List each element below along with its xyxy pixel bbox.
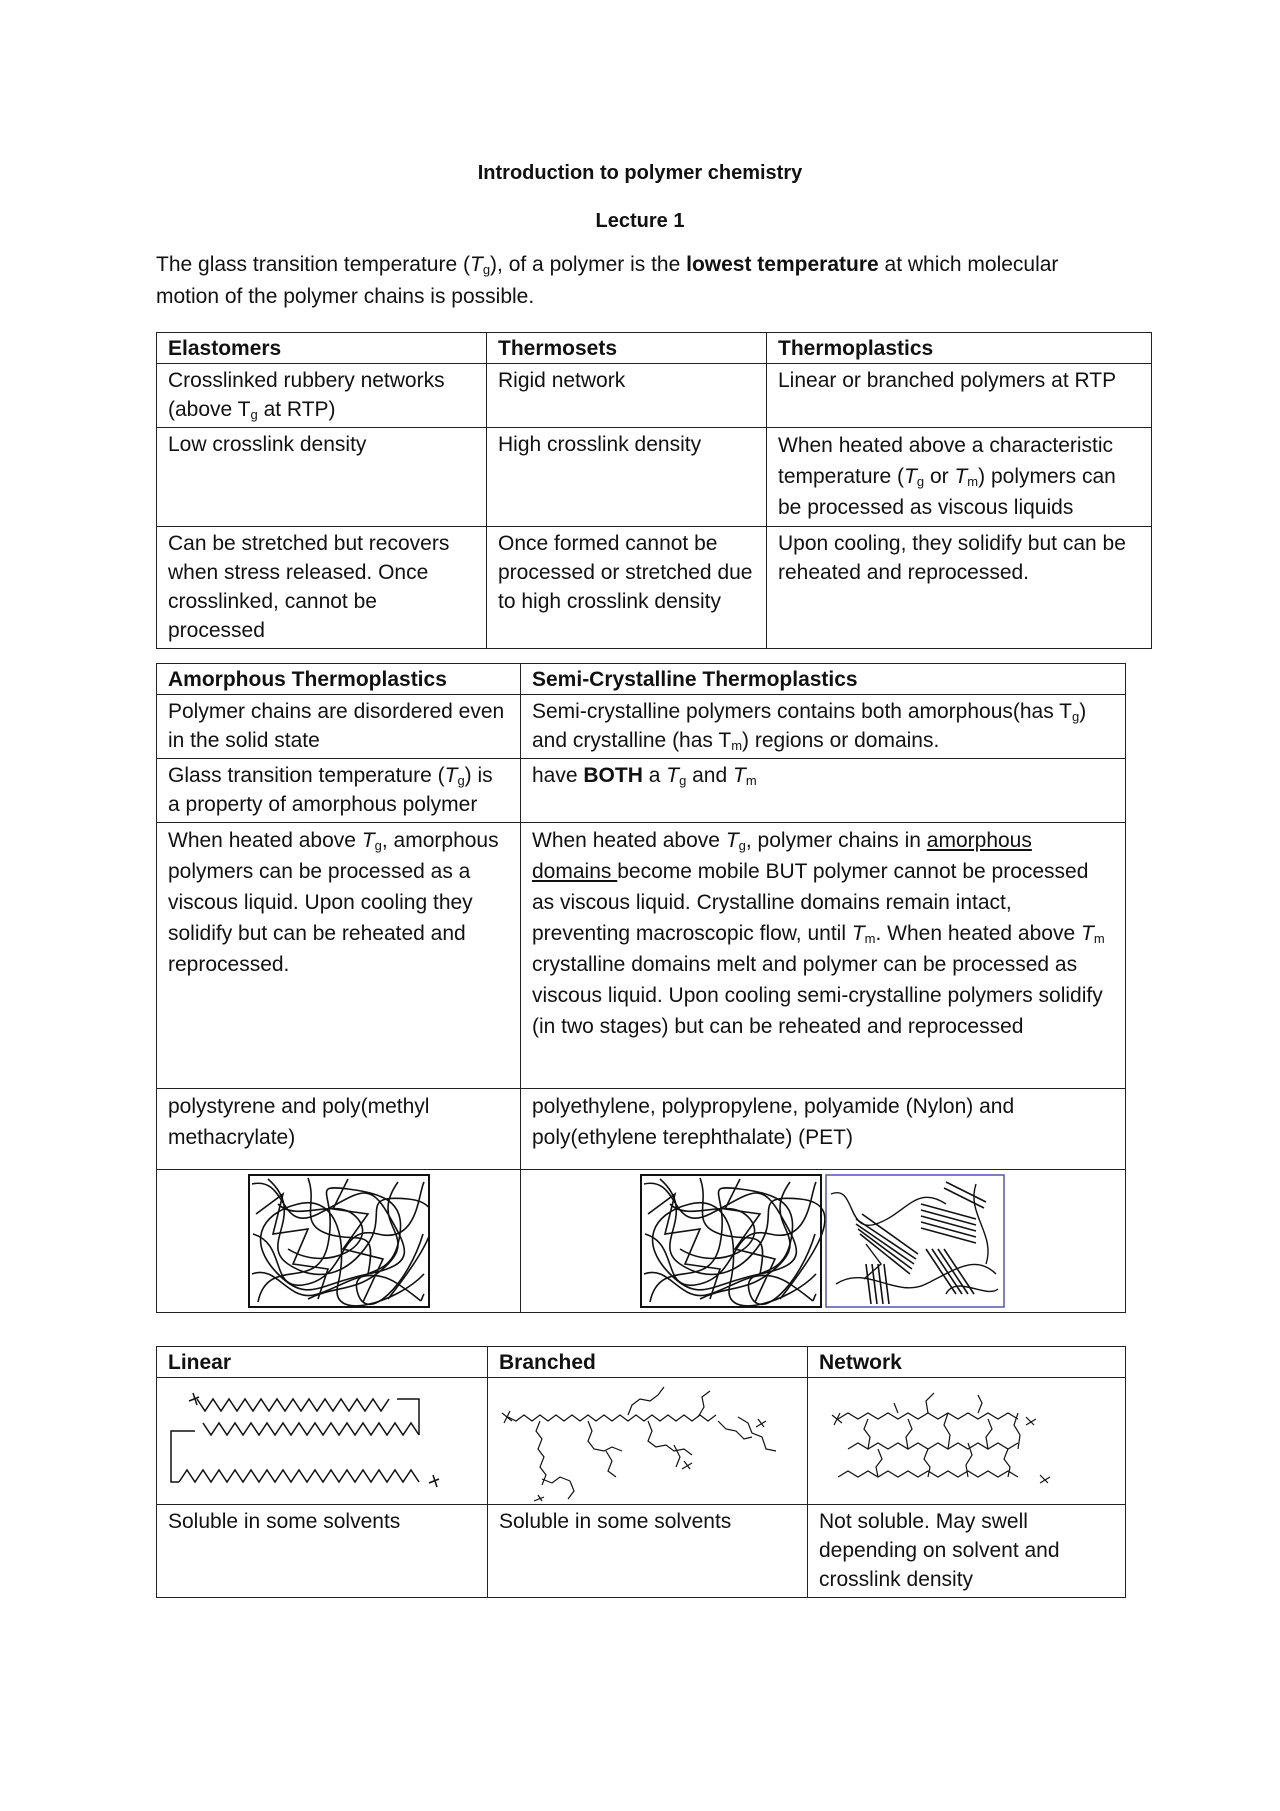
header-branched: Branched — [488, 1347, 808, 1378]
table-cell: Soluble in some solvents — [157, 1505, 488, 1598]
polymer-class-table — [156, 332, 1152, 649]
table-row — [157, 1347, 1126, 1378]
table-cell: polystyrene and poly(methyl methacrylate) — [157, 1089, 521, 1170]
table-cell: When heated above $T_g$, polymer chains in amorphous domains become mobile BUT polymer cannot be processed as viscous liquid. Crystalline domains remain intact, preventing macroscopic flow, until $T_m$. When heated above $T_m$ crystalline domains melt and polymer can be processed as viscous liquid. Upon cooling semi-crystalline polymers solidify (in two stages) but can be reheated and reprocessed — [521, 823, 1126, 1089]
table-row — [157, 1089, 1126, 1170]
header-thermosets: Thermosets — [487, 333, 767, 364]
lecture-label: Lecture 1 — [595, 210, 685, 232]
header-thermoplastics: Thermoplastics — [767, 333, 1152, 364]
table-cell — [488, 1378, 808, 1505]
network-polymer-illustration — [808, 1379, 1126, 1503]
table-cell: High crosslink density — [487, 428, 767, 527]
table-row — [157, 1378, 1126, 1505]
table-cell: Can be stretched but recovers when stress released. Once crosslinked, cannot be processed — [157, 527, 487, 649]
table-cell: When heated above $T_g$, amorphous polymers can be processed as a viscous liquid. Upon cooling they solidify but can be reheated and reprocessed. — [157, 823, 521, 1089]
table-cell: Soluble in some solvents — [488, 1505, 808, 1598]
branched-polymer-illustration — [488, 1379, 806, 1503]
table-cell: Upon cooling, they solidify but can be reheated and reprocessed. — [767, 527, 1152, 649]
semicrystalline-chains-illustration — [640, 1174, 1006, 1308]
table-row — [157, 527, 1152, 649]
table-cell: Rigid network — [487, 364, 767, 428]
table-cell: When heated above a characteristic temperature ($T_g$ or $T_m$) polymers can be processed as viscous liquids — [767, 428, 1152, 527]
table-row — [157, 428, 1152, 527]
table-cell: Low crosslink density — [157, 428, 487, 527]
table-cell: polyethylene, polypropylene, polyamide (Nylon) and poly(ethylene terephthalate) (PET) — [521, 1089, 1126, 1170]
table-row — [157, 364, 1152, 428]
page-title: Introduction to polymer chemistry — [477, 162, 803, 184]
table-row — [157, 823, 1126, 1089]
header-linear: Linear — [157, 1347, 488, 1378]
table-cell — [808, 1378, 1126, 1505]
header-amorphous: Amorphous Thermoplastics — [157, 664, 521, 695]
table-cell: Not soluble. May swell depending on solvent and crosslink density — [808, 1505, 1126, 1598]
amorphous-chains-illustration — [248, 1174, 430, 1308]
header-semicrystalline: Semi-Crystalline Thermoplastics — [521, 664, 1126, 695]
table-cell — [521, 1170, 1126, 1313]
table-cell: Crosslinked rubbery networks (above $T_g$ at RTP) — [157, 364, 487, 428]
table-cell: Polymer chains are disordered even in the solid state — [157, 695, 521, 759]
table-row — [157, 695, 1126, 759]
table-cell: Linear or branched polymers at RTP — [767, 364, 1152, 428]
linear-polymer-illustration — [157, 1379, 482, 1503]
table-row — [157, 664, 1126, 695]
header-network: Network — [808, 1347, 1126, 1378]
architecture-table — [156, 1346, 1126, 1598]
header-elastomers: Elastomers — [157, 333, 487, 364]
table-cell: have BOTH a $T_g$ and $T_m$ — [521, 759, 1126, 823]
table-cell — [157, 1170, 521, 1313]
table-cell — [157, 1378, 488, 1505]
thermoplastics-table — [156, 663, 1126, 1313]
table-cell: Once formed cannot be processed or stretched due to high crosslink density — [487, 527, 767, 649]
table-cell: Glass transition temperature $(T_g)$ is a property of amorphous polymer — [157, 759, 521, 823]
table-row — [157, 1170, 1126, 1313]
table-row — [157, 333, 1152, 364]
intro-paragraph: The glass transition temperature $(T_g)$, of a polymer is the lowest temperature at which molecular motion of the polymer chains is possible. — [156, 253, 1059, 308]
table-row — [157, 759, 1126, 823]
table-row — [157, 1505, 1126, 1598]
table-cell: Semi-crystalline polymers contains both amorphous(has $T_g$) and crystalline (has $T_m$) regions or domains. — [521, 695, 1126, 759]
